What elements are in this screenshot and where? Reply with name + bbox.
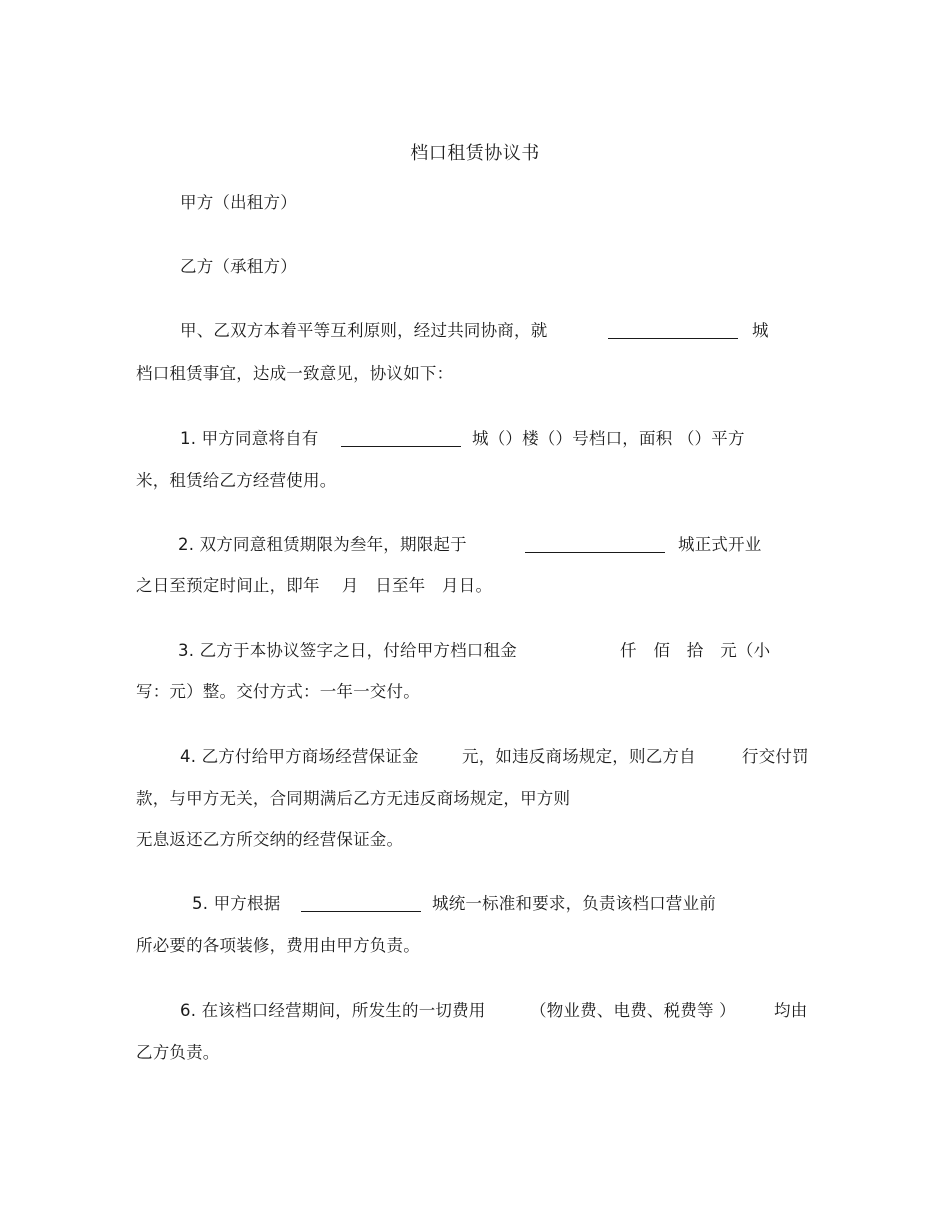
party-a-line: 甲方（出租方） [180,193,297,212]
clause-6-text-b: （物业费、电费、税费等 ） [530,1001,736,1020]
intro-line-2: 档口租赁事宜，达成一致意见，协议如下： [136,364,454,383]
clause-text: 甲方根据 [213,894,281,913]
clause-number: 6. [180,1001,197,1020]
clause-text: 乙方付给甲方商场经营保证金 [201,747,419,766]
clause-5-line-2: 所必要的各项装修，费用由甲方负责。 [136,936,420,955]
party-b-line: 乙方（承租方） [180,257,297,276]
clause-text: 乙方于本协议签字之日，付给甲方档口租金 [199,641,517,660]
clause-1-blank [341,430,461,447]
clause-6-line-1 [180,1000,486,1022]
clause-4-line-2: 款，与甲方无关，合同期满后乙方无违反商场规定，甲方则 [136,789,571,808]
clause-number: 1. [180,429,197,448]
clause-text: 在该档口经营期间，所发生的一切费用 [201,1001,486,1020]
intro-blank [608,322,738,339]
clause-2-line-2: 之日至预定时间止，即年 月 日至年 月日。 [136,576,493,595]
clause-6-line-2: 乙方负责。 [136,1043,220,1062]
clause-1-line-2: 米，租赁给乙方经营使用。 [136,471,337,490]
clause-number: 2. [178,535,195,554]
clause-4-text-c: 行交付罚 [742,747,809,766]
clause-1-line-1 [180,428,319,450]
clause-4-line-1 [180,746,419,768]
clause-text: 双方同意租赁期限为叁年，期限起于 [199,535,467,554]
clause-4-text-b: 元，如违反商场规定，则乙方自 [462,747,696,766]
clause-number: 3. [178,641,195,660]
clause-3-line-1 [178,640,517,662]
intro-line-1 [180,320,547,342]
clause-3-text-b: 仟 佰 拾 元（小 [620,641,771,660]
document-title: 档口租赁协议书 [410,143,540,164]
intro-text-a: 甲、乙双方本着平等互利原则，经过共同协商，就 [180,321,548,340]
clause-5-blank [301,895,421,912]
clause-number: 5. [192,894,209,913]
clause-2-line-1 [178,534,467,556]
clause-5-line-1 [192,893,280,915]
clause-5-text-b: 城统一标准和要求，负责该档口营业前 [432,894,716,913]
clause-2-text-b: 城正式开业 [678,535,762,554]
clause-number: 4. [180,747,197,766]
clause-6-text-c: 均由 [774,1001,808,1020]
clause-3-line-2: 写：元）整。交付方式：一年一交付。 [136,682,420,701]
clause-text: 甲方同意将自有 [201,429,319,448]
intro-text-b: 城 [752,321,769,340]
clause-4-line-3: 无息返还乙方所交纳的经营保证金。 [136,830,404,849]
clause-1-text-b: 城（）楼（）号档口，面积 （）平方 [472,429,745,448]
clause-2-blank [525,536,665,553]
